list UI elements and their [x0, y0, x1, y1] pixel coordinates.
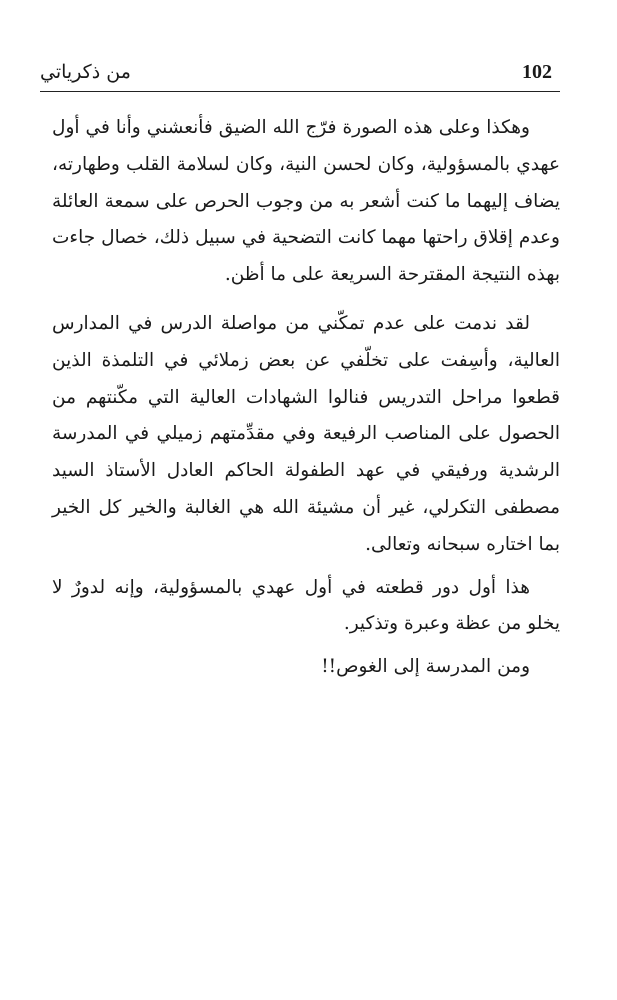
paragraph-4: ومن المدرسة إلى الغوص!! [321, 656, 530, 678]
paragraph-3: هذا أول دور قطعته في أول عهدي بالمسؤولية، وإنه لدورٌ لا يخلو من عظة وعبرة وتذكير. [52, 576, 560, 635]
body-text [52, 110, 560, 692]
paragraph-2: لقد ندمت على عدم تمكّني من مواصلة الدرس في المدارس العالية، وأسِفت على تخلّفي عن بعض زملائي في التلمذة الذين قطعوا مراحل التدريس فنالوا الشهادات العالية التي مكّنتهم من الحصول على المناصب الرفيعة وفي مقدِّمتهم زميلي في المدرسة الرشدية ورفيقي في عهد الطفولة الحاكم العادل الأستاذ السيد مصطفى التكرلي، غير أن مشيئة الله هي الغالبة والخير كل الخير بما اختاره سبحانه وتعالى. [52, 312, 560, 555]
page-number: 102 [522, 61, 552, 83]
paragraph-1: وهكذا وعلى هذه الصورة فرّج الله الضيق فأنعشني وأنا في أول عهدي بالمسؤولية، وكان لحسن النية، وكان لسلامة القلب وطهارته، يضاف إليهما ما كنت أشعر به من وجوب الحرص على سمعة العائلة وعدم إقلاق راحتها مهما كانت التضحية في سبيل ذلك، خصال جاءت بهذه النتيجة المقترحة السريعة على ما أظن. [52, 117, 560, 286]
running-title: من ذكرياتي [40, 61, 131, 83]
header-rule [40, 91, 560, 92]
page-header [40, 58, 559, 88]
